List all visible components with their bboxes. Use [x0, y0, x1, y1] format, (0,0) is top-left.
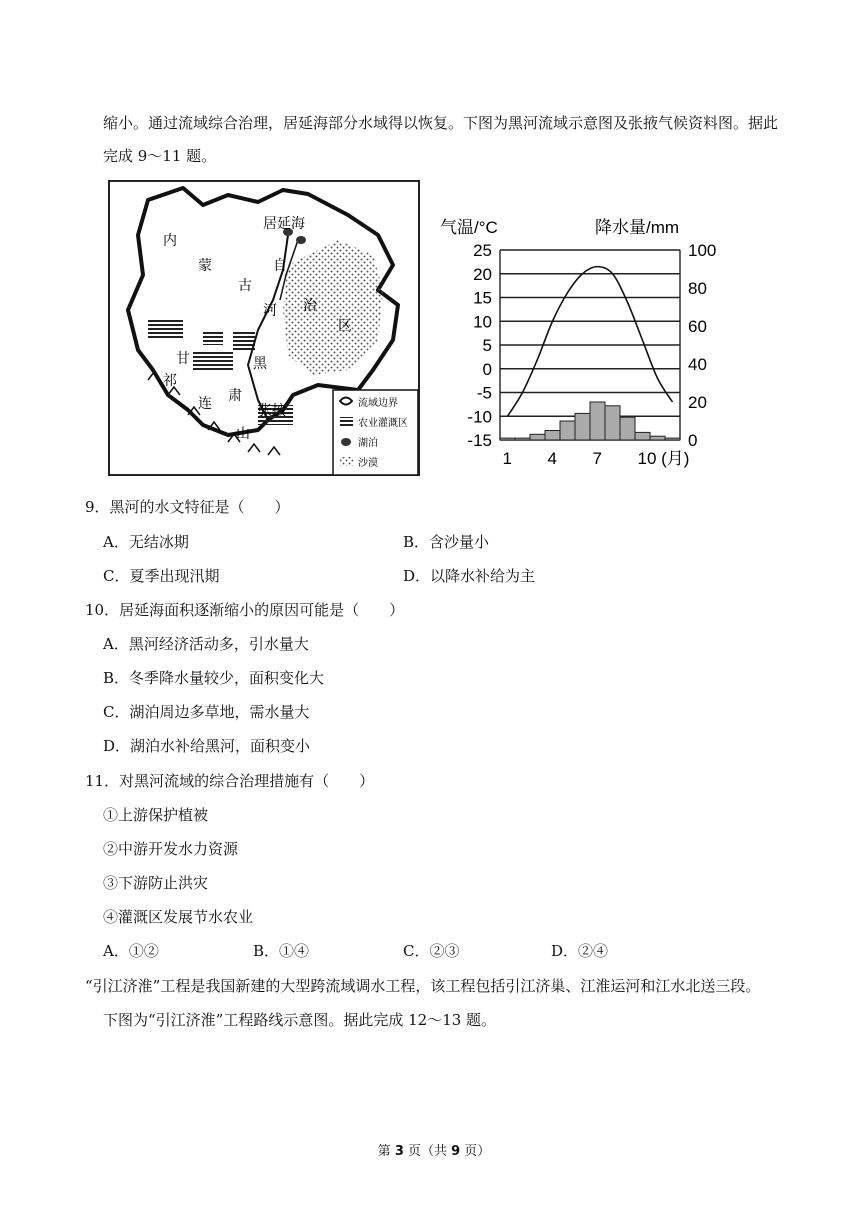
chart-ylabel-right: 降水量/mm	[595, 218, 680, 237]
precip-bar	[560, 421, 575, 440]
precip-bar	[575, 413, 590, 440]
q9-stem: 9．黑河的水文特征是（ ）	[85, 498, 290, 516]
chart-xticks	[503, 449, 690, 468]
precip-bar	[650, 436, 665, 440]
label-juyanhai: 居延海	[263, 216, 305, 232]
label-su: 肃	[228, 388, 242, 404]
label-gan: 甘	[176, 351, 190, 367]
q10-stem: 10．居延海面积逐渐缩小的原因可能是（ ）	[85, 601, 405, 619]
precip-bar	[515, 438, 530, 440]
chart-temperature-line	[508, 267, 673, 417]
q11-option-c: C．②③	[403, 942, 460, 960]
ytick-left-label: 0	[482, 359, 492, 379]
xtick-label: 10 (月)	[637, 449, 690, 468]
zhangye-climate-chart	[425, 195, 725, 480]
chart-yticks-right	[688, 241, 716, 450]
passage-line-2: 下图为“引江济淮”工程路线示意图。据此完成 12～13 题。	[103, 1011, 497, 1029]
chart-yticks-left	[467, 241, 492, 450]
label-lian: 连	[198, 396, 212, 412]
passage-line-1: “引江济淮”工程是我国新建的大型跨流域调水工程，该工程包括引江济巢、江淮运河和江水北送三段。	[85, 977, 761, 995]
q10-option-c: C．湖泊周边多草地，需水量大	[103, 703, 310, 721]
ytick-left-label: -15	[467, 431, 492, 450]
precip-bar	[635, 432, 650, 440]
ytick-right-label: 60	[688, 317, 707, 336]
precip-bar	[530, 434, 545, 440]
precip-bar	[545, 431, 560, 441]
legend-lake-symbol	[341, 438, 351, 446]
label-hei: 黑	[253, 356, 267, 372]
label-zi: 自	[273, 258, 287, 274]
ytick-right-label: 20	[688, 393, 707, 412]
label-meng: 蒙	[198, 258, 212, 274]
q11-item-1: ①上游保护植被	[103, 806, 209, 824]
label-nei: 内	[163, 233, 177, 249]
xtick-label: 1	[502, 449, 512, 468]
irrigation-area-2	[193, 350, 233, 370]
q10-option-d: D．湖泊水补给黑河，面积变小	[103, 737, 311, 755]
ytick-right-label: 40	[688, 355, 707, 374]
xtick-label: 4	[547, 449, 557, 468]
legend-basin-border: 流域边界	[358, 398, 398, 409]
ytick-right-label: 0	[688, 431, 698, 450]
q11-option-d: D．②④	[551, 942, 609, 960]
legend-irrigation: 农业灌溉区	[358, 418, 408, 429]
q11-option-b: B．①④	[253, 942, 310, 960]
ytick-left-label: 10	[473, 312, 492, 332]
label-gu: 古	[238, 278, 252, 294]
chart-ylabel-left: 气温/°C	[440, 218, 498, 237]
precip-bar	[590, 402, 605, 440]
label-shan: 山	[236, 426, 250, 442]
q10-option-a: A．黑河经济活动多，引水量大	[103, 635, 309, 653]
page-footer: 第 3 页（共 9 页）	[377, 1144, 491, 1159]
chart-precip-bars	[500, 402, 680, 440]
heihe-basin-map	[108, 180, 420, 476]
ytick-right-label: 80	[688, 279, 707, 298]
precip-bar	[500, 438, 515, 440]
q11-item-3: ③下游防止洪灾	[103, 874, 209, 892]
q11-stem: 11．对黑河流域的综合治理措施有（ ）	[85, 772, 375, 790]
ytick-left-label: 15	[473, 288, 492, 308]
xtick-label: 7	[592, 449, 602, 468]
precip-bar	[665, 438, 680, 440]
ytick-right-label: 100	[688, 241, 717, 260]
intro-line-1: 缩小。通过流域综合治理，居延海部分水域得以恢复。下图为黑河流域示意图及张掖气候资料图。据此	[103, 114, 779, 132]
q11-option-a: A．①②	[103, 942, 159, 960]
ytick-left-label: 5	[482, 336, 492, 355]
q9-option-b: B．含沙量小	[403, 533, 490, 551]
legend-irrigation-symbol	[340, 417, 353, 426]
legend-desert: 沙漠	[358, 458, 378, 469]
ytick-left-label: 20	[473, 264, 492, 284]
page-total: 9	[451, 1144, 461, 1159]
label-qi: 祁	[163, 373, 177, 389]
irrigation-area-3	[203, 330, 223, 345]
page-number: 3	[394, 1144, 404, 1159]
label-he: 河	[263, 303, 277, 319]
q9-option-a: A．无结冰期	[103, 533, 189, 551]
q9-option-d: D．以降水补给为主	[403, 567, 536, 585]
precip-bar	[605, 406, 620, 440]
intro-line-2: 完成 9～11 题。	[103, 147, 217, 165]
label-zhangye: 张掖	[258, 403, 286, 419]
legend-desert-symbol	[340, 457, 353, 466]
label-qu: 区	[338, 318, 352, 334]
q10-option-b: B．冬季降水量较少，面积变化大	[103, 669, 325, 687]
irrigation-area-1	[148, 320, 183, 338]
q9-option-c: C．夏季出现汛期	[103, 567, 220, 585]
label-zhi: 治	[303, 298, 317, 314]
lake-juyanhai-2	[296, 236, 306, 244]
ytick-left-label: -5	[476, 383, 492, 403]
legend-lake: 湖泊	[358, 438, 378, 449]
ytick-left-label: -10	[467, 407, 492, 427]
q11-item-4: ④灌溉区发展节水农业	[103, 908, 254, 926]
q11-item-2: ②中游开发水力资源	[103, 840, 239, 858]
ytick-left-label: 25	[473, 241, 492, 260]
precip-bar	[620, 417, 635, 440]
